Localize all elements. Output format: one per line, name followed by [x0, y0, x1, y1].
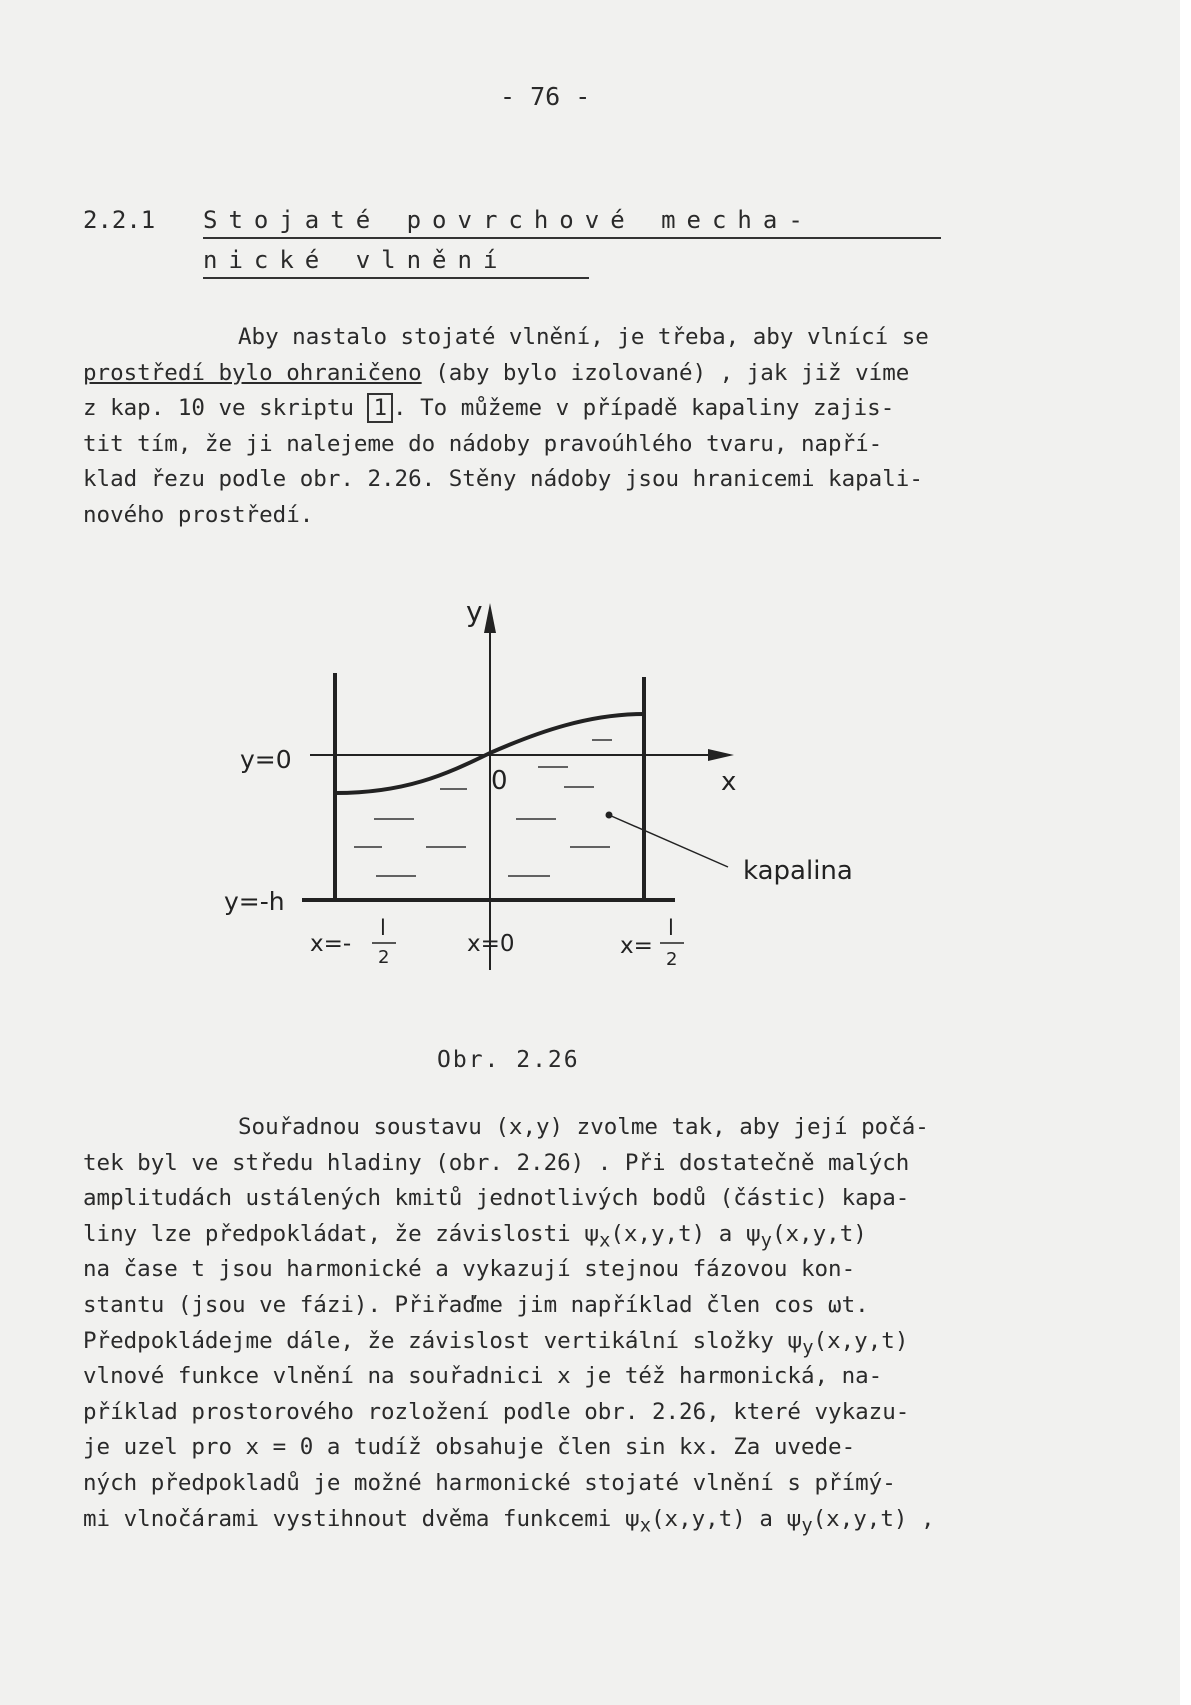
text-span: z kap. 10 ve skriptu: [83, 395, 368, 421]
section-number: 2.2.1: [83, 206, 156, 234]
text-span: a: [705, 1220, 746, 1247]
cos-term: cos ωt.: [773, 1291, 869, 1318]
text-span: stantu (jsou ve fázi). Přiřaďme jim například člen: [83, 1291, 774, 1318]
function-args: (x,y,t): [610, 1220, 706, 1247]
text-line: Souřadnou soustavu (x,y) zvolme tak, aby její počá-: [238, 1114, 929, 1140]
psi-symbol: ψ: [786, 1505, 802, 1532]
x-left-frac-num: l: [380, 916, 386, 940]
x-left-frac-den: 2: [378, 947, 390, 968]
text-line: [83, 1324, 1043, 1360]
y-zero-label: y=0: [240, 745, 292, 774]
x-right-frac-den: 2: [666, 949, 678, 970]
figure-caption: Obr. 2.26: [437, 1047, 580, 1073]
subscript: x: [599, 1230, 611, 1252]
leader-line: [609, 815, 728, 867]
text-span: a: [745, 1505, 787, 1532]
text-line: nového prostředí.: [83, 501, 314, 528]
text-span: . To můžeme v případě kapaliny zajis-: [393, 395, 895, 421]
subscript: y: [760, 1230, 772, 1252]
text-line: amplitudách ustálených kmitů jednotlivých bodů (částic) kapa-: [83, 1185, 910, 1212]
text-span: liny lze předpokládat, že závislosti: [83, 1220, 585, 1247]
psi-symbol: ψ: [745, 1220, 761, 1247]
text-line: klad řezu podle obr. 2.26. Stěny nádoby jsou hranicemi kapali-: [83, 466, 923, 492]
underlined-phrase: prostředí bylo ohraničeno: [83, 359, 422, 386]
psi-symbol: ψ: [584, 1220, 600, 1247]
subscript: y: [802, 1337, 814, 1359]
text-line: tek byl ve středu hladiny (obr. 2.26) . Při dostatečně malých: [83, 1149, 910, 1176]
liquid-label: kapalina: [743, 856, 853, 886]
function-args: (x,y,t): [651, 1505, 746, 1532]
text-span: mi vlnočárami vystihnout dvěma funkcemi: [83, 1505, 625, 1532]
paragraph-intro: [83, 320, 1043, 533]
text-line: [83, 1502, 1043, 1538]
figure-2-26: [200, 595, 900, 975]
text-line: [83, 1288, 1043, 1324]
x-left-label: x=-: [310, 931, 352, 957]
subscript: y: [801, 1515, 813, 1537]
origin-label: 0: [491, 766, 508, 796]
text-line: tit tím, že ji nalejeme do nádoby pravoúhlého tvaru, napří-: [83, 430, 883, 457]
y-depth-label: y=-h: [224, 887, 285, 916]
text-line: je uzel pro x = 0 a tudíž obsahuje člen sin kx. Za uvede-: [83, 1434, 856, 1461]
text-line: [83, 356, 1043, 392]
text-line: vlnové funkce vlnění na souřadnici x je též harmonická, na-: [83, 1363, 883, 1390]
text-line: příklad prostorového rozložení podle obr. 2.26, které vykazu-: [83, 1398, 910, 1425]
x-mid-label: x=0: [467, 931, 515, 957]
text-span: Předpokládejme dále, že závislost vertikální složky: [83, 1327, 788, 1354]
y-axis-label: y: [466, 595, 483, 628]
function-args: (x,y,t): [813, 1327, 909, 1354]
reference-box: 1: [367, 393, 393, 423]
function-args: (x,y,t): [812, 1505, 908, 1532]
psi-symbol: ψ: [787, 1327, 803, 1354]
function-args: (x,y,t): [771, 1220, 867, 1247]
x-axis-arrow: [708, 749, 734, 761]
text-line: [83, 1217, 1043, 1253]
paragraph-main: [83, 1110, 1043, 1537]
x-right-frac-num: l: [668, 916, 674, 940]
section-title-line2: nické vlnění: [203, 246, 589, 279]
x-axis-label: x: [721, 767, 737, 797]
y-axis-arrow: [484, 603, 496, 633]
page-number: - 76 -: [500, 82, 591, 111]
text-line: Aby nastalo stojaté vlnění, je třeba, aby vlnící se: [238, 324, 929, 350]
text-line: ných předpokladů je možné harmonické stojaté vlnění s přímý-: [83, 1469, 896, 1496]
psi-symbol: ψ: [624, 1505, 640, 1532]
x-right-label: x=: [620, 933, 653, 959]
text-span: (aby bylo izolované) , jak již víme: [421, 359, 910, 386]
text-span: ,: [907, 1505, 935, 1532]
text-line: na čase t jsou harmonické a vykazují stejnou fázovou kon-: [83, 1256, 856, 1283]
liquid-hatching: [354, 740, 612, 876]
section-title-line1: Stojaté povrchové mecha-: [203, 206, 941, 239]
text-line: [83, 391, 1043, 427]
subscript: x: [639, 1515, 651, 1537]
